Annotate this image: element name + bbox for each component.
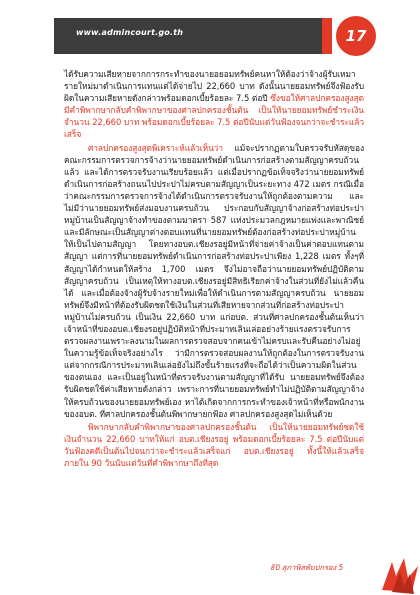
paragraph-2-lead: ศาลปกครองสูงสุดพิเคราะห์แล้วเห็นว่า [88, 142, 224, 153]
footer-decoration-icon [378, 552, 420, 595]
site-url: www.admincourt.go.th [76, 28, 184, 37]
page-number-badge [336, 16, 376, 56]
paragraph-2 [64, 142, 364, 420]
paragraph-1-highlight: ซึ่งขอให้ศาลปกครองสูงสุดมีคำพิพากษากลับคำพิพากษาของศาลปกครองชั้นต้น เป็นให้นายยอมทรัพย์ชำระเงินจำนวน 22,660 บาท พร้อมดอกเบี้ยร้อยละ 7.5 ต่อปีนับแต่วันฟ้องจนกว่าจะชำระแล้วเสร็จ [64, 93, 364, 140]
paragraph-1 [64, 68, 364, 141]
paragraph-2-text: แม้จะปรากฏตามใบตรวจรับหัสดุของคณะกรรมการตรวจการจ้างว่านายยอมทรัพย์ดำเนินการก่อสร้างตามสัญญาครบถ้วนแล้ว และได้การตรวจรับงานเรียบร้อยแล้ว แต่เมื่อปรากฏข้อเท็จจริงว่านายยอมทรัพย์ดำเนินการก่อสร้างถนนไปประปาไม่ครบตามสัญญาเป็นระยะทาง 472 เมตร กรณีเมื่อว่าคณะกรรมการตรวจการจ้างได้ดำเนินการตรวจรับงานให้ถูกต้องตามความ และไม่มีว่านายยอมทรัพย์ส่งมอบงานครบถ้วน ประกอบกับสัญญาจ้างก่อสร้างท่อประปาหมู่บ้านเป็นสัญญาจ้างทำของตามมาตรา 587 แห่งประมวลกฎหมายแพ่งและพาณิชย์ และมีลักษณะเป็นสัญญาต่างตอบแทนที่นายยอมทรัพย์ต้องก่อสร้างท่อประปาหมู่บ้านให้เป็นไปตามสัญญา โดยทางอบต.เชียงรอยู่มีหน้าที่จ่ายค่าจ้างเป็นค่าตอบแทนตามสัญญา แต่การที่นายยอมทรัพย์ดำเนินการก่อสร้างท่อประปาเพียง 1,228 เมตร ทั้งๆที่สัญญาได้กำหนดให้สร้าง 1,700 เมตร จึงไม่อาจถือว่านายยอมทรัพย์ปฏิบัติตามสัญญาครบถ้วน เป็นเหตุให้ทางอบต.เชียงรอยู่มีสิทธิเรียกค่าจ้างในส่วนที่ยังไม่แล้วคืนได้ และเมื่อต้องจ้างผู้รับจ้างรายใหม่เพื่อให้ดำเนินการตามสัญญาครบถ้วน นายยอมทรัพย์จึงมีหน้าที่ต้องรับผิดชดใช้เงินในส่วนที่เสียหายจากส่วนที่ก่อสร้างท่อประปาหมู่บ้านไม่ครบถ้วน เป็นเงิน 22,660 บาท แก่อบต. ส่วนที่ศาลปกครองชั้นต้นเห็นว่าเจ้าหน้าที่ของอบต.เชียงรอยู่ปฏิบัติหน้าที่ประมาทเลินเล่ออย่างร้ายแรงตรวจรับการตรวจผลงานเพราะลงนามในผลการตรวจสอบจากคนเข้าไม่ครบและรับคืนอย่างไม่อยู่ในความรู้ข้อเท็จจริงอย่างไร ว่ามีการตรวจสอบผลงานให้ถูกต้องในการตรวจรับงาน แต่จากกรณีการประมาทเลินเล่อยังไม่ถึงขั้นร้ายแรงที่จะถือได้ว่าเป็นความผิดในส่วนของตนเอง และเป็นอยู่ในหน้าที่ตรวจรับงานตามสัญญาที่ได้รับ นายยอมทรัพย์จึงต้องรับผิดชดใช้ค่าเสียหายดังกล่าว เพราะการที่นายยอมทรัพย์ทำไม่ปฏิบัติตามสัญญาจ้างให้ครบถ้วนของนายยอมทรัพย์เอง หาได้เกิดจากการกระทำของเจ้าหน้าที่หรือพนักงานของอบต. ที่ศาลปกครองชั้นต้นพิพากษายกฟ้อง ศาลปกครองสูงสุดไม่เห็นด้วย [64, 142, 364, 419]
page-number: 17 [345, 27, 367, 45]
header-accent-stripe [322, 18, 332, 54]
paragraph-1-text: ได้รับความเสียหายจากการกระทำของนายอยอมทรัพย์คนหาให้ต้องว่าจ้างผู้รับเหมารายใหม่มาดำเนินการแทนแต่ได้จ่ายไป 22,660 บาท ดังนั้นนายยอมทรัพย์จึงฟ้องรับผิดในความเสียหายดังกล่าวพร้อมดอกเบี้ยร้อยละ 7.5 ต่อปี [64, 69, 364, 104]
paragraph-3-verdict: พิพากษากลับคำพิพากษาของศาลปกครองชั้นต้น เป็นให้นายยอมทรัพย์ชดใช้เงินจำนวน 22,660 บาทให้แก่ อบต.เชียงรอยู่ พร้อมดอกเบี้ยร้อยละ 7.5 ต่อปีนับแต่วันฟ้องคดีเป็นต้นไปจนกว่าจะชำระแล้วเสร็จแก่ อบต.เชียงรอยู่ ทั้งนี้ให้แล้วเสร็จภายใน 90 วันนับแต่วันที่คำพิพากษาถึงที่สุด [64, 421, 364, 468]
footer-title: ธิปิ สุภาพิสพับปกรอง 5 [270, 563, 344, 572]
article-body [64, 68, 364, 469]
